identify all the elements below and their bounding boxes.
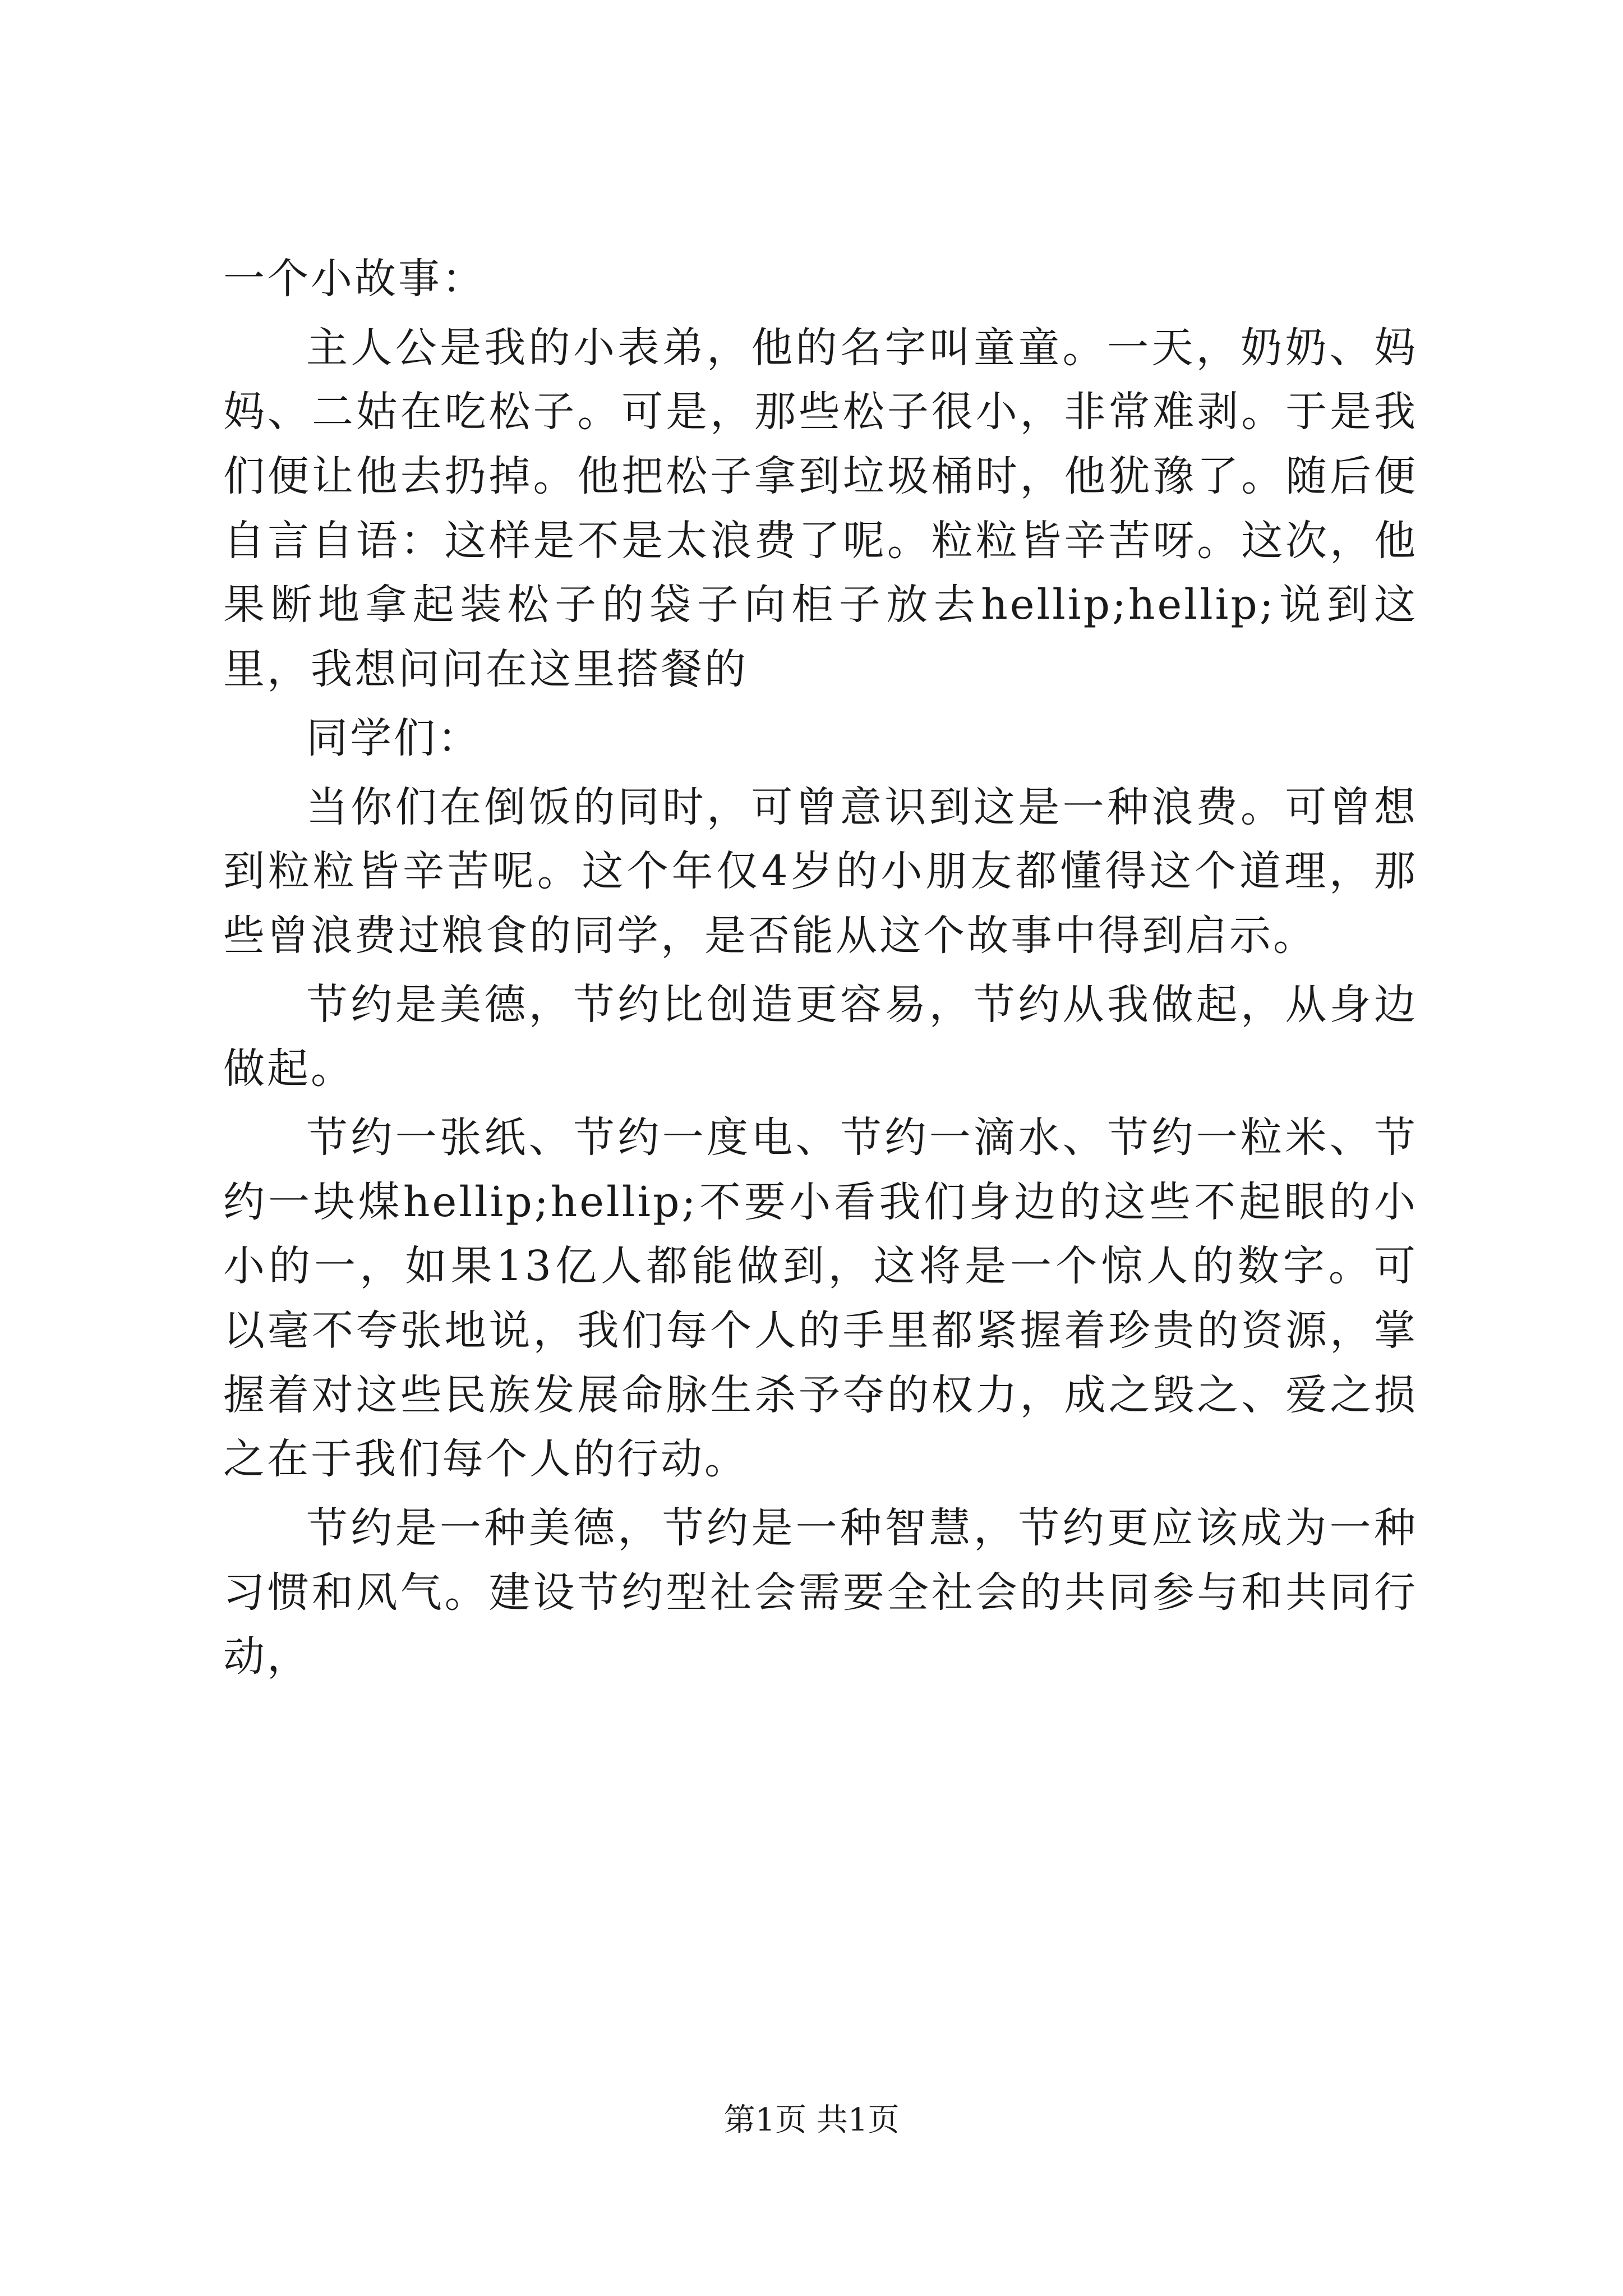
document-body: [223, 247, 1418, 1689]
paragraph-5: 节约是美德，节约比创造更容易，节约从我做起，从身边做起。: [223, 980, 1418, 1093]
page-footer: 第1页 共1页: [723, 2102, 900, 2138]
paragraph-4: 当你们在倒饭的同时，可曾意识到这是一种浪费。可曾想到粒粒皆辛苦呢。这个年仅4岁的小朋友都懂得这个道理，那些曾浪费过粮食的同学，是否能从这个故事中得到启示。: [223, 783, 1418, 960]
paragraph-3: 同学们：: [306, 714, 481, 762]
paragraph-6: 节约一张纸、节约一度电、节约一滴水、节约一粒米、节约一块煤hellip;hellip;不要小看我们身边的这些不起眼的小小的一，如果13亿人都能做到，这将是一个惊人的数字。可以毫不夸张地说，我们每个人的手里都紧握着珍贵的资源，掌握着对这些民族发展命脉生杀予夺的权力，成之毁之、爱之损之在于我们每个人的行动。: [223, 1113, 1418, 1484]
paragraph-7: 节约是一种美德，节约是一种智慧，节约更应该成为一种习惯和风气。建设节约型社会需要全社会的共同参与和共同行动，: [223, 1504, 1418, 1681]
paragraph-1: 一个小故事：: [223, 255, 486, 303]
paragraph-2: 主人公是我的小表弟，他的名字叫童童。一天，奶奶、妈妈、二姑在吃松子。可是，那些松子很小，非常难剥。于是我们便让他去扔掉。他把松子拿到垃圾桶时，他犹豫了。随后便自言自语：这样是不是太浪费了呢。粒粒皆辛苦呀。这次，他果断地拿起装松子的袋子向柜子放去hellip;hellip;说到这里，我想问问在这里搭餐的: [223, 323, 1418, 694]
